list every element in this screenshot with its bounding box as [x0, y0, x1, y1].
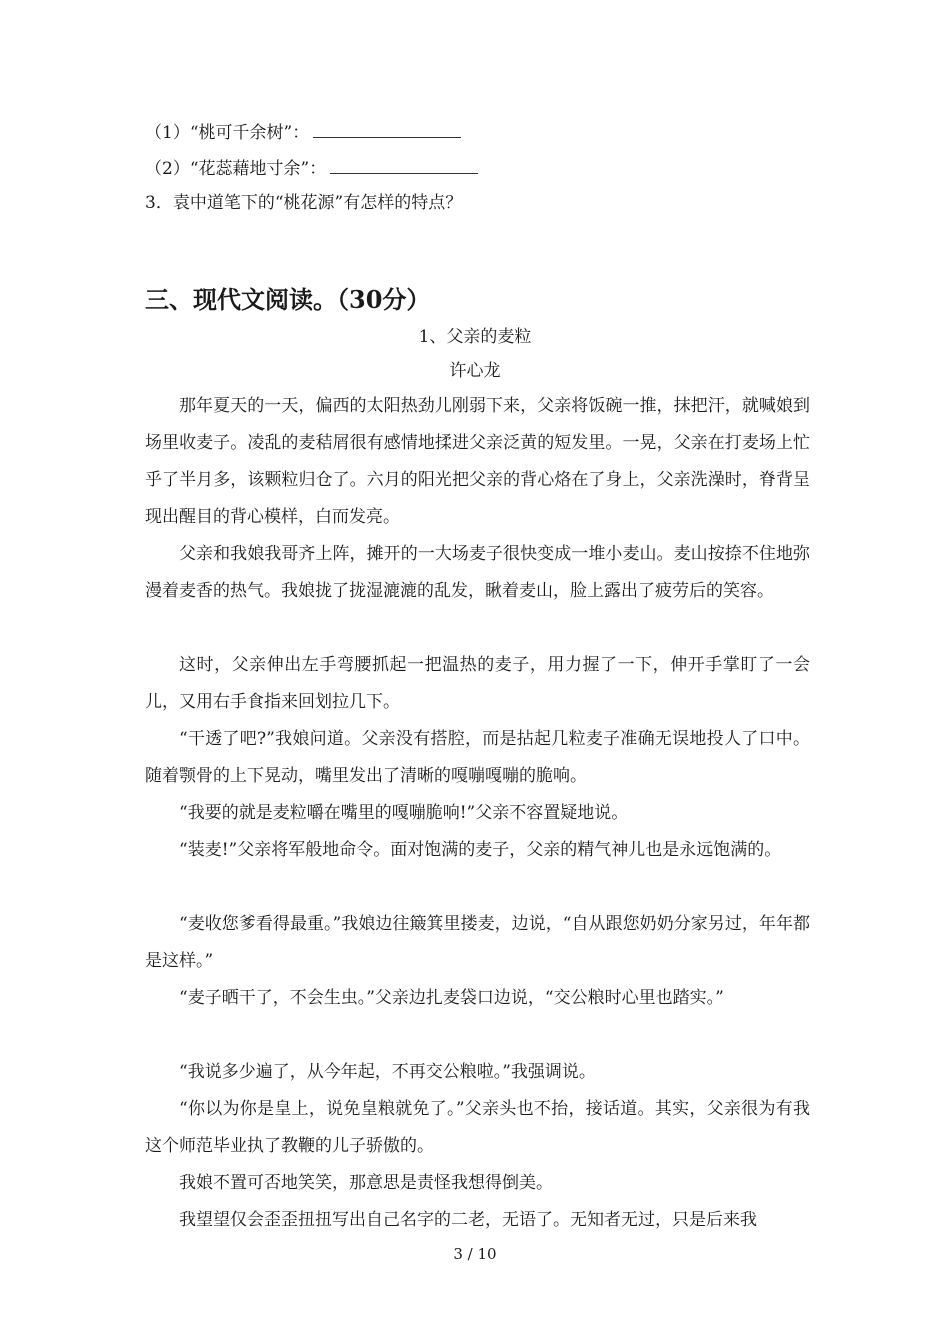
paragraph-7: “麦收您爹看得最重。”我娘边往簸箕里搂麦，边说，“自从跟您奶奶分家另过，年年都是这样。”: [145, 914, 810, 971]
paragraph-2: 父亲和我娘我哥齐上阵，摊开的一大场麦子很快变成一堆小麦山。麦山按捺不住地弥漫着麦香的热气。我娘拢了拢湿漉漉的乱发，瞅着麦山，脸上露出了疲劳后的笑容。: [145, 544, 810, 601]
article-author: 许心龙: [449, 361, 501, 381]
paragraph-3: 这时，父亲伸出左手弯腰抓起一把温热的麦子，用力握了一下，伸开手掌盯了一会儿，又用右手食指来回划拉几下。: [145, 655, 810, 712]
question-3-text: 3．袁中道笔下的“桃花源”有怎样的特点？: [145, 193, 463, 213]
answer-blank-2[interactable]: [330, 157, 478, 174]
answer-blank-1[interactable]: [313, 121, 461, 138]
page-number: 3 / 10: [453, 1245, 497, 1263]
question-1-line: [145, 121, 461, 145]
paragraph-12: 我望望仅会歪歪扭扭写出自己名字的二老，无语了。无知者无过，只是后来我: [179, 1210, 757, 1230]
question-2-line: [145, 157, 478, 181]
paragraph-5: “我要的就是麦粒嚼在嘴里的嘎嘣脆响!”父亲不容置疑地说。: [179, 803, 629, 823]
paragraph-10: “你以为你是皇上，说免皇粮就免了。”父亲头也不抬，接话道。其实，父亲很为有我这个师范毕业执了教鞭的儿子骄傲的。: [145, 1099, 810, 1156]
question-2-text: （2）“花蕊藉地寸余”：: [145, 159, 327, 179]
paragraph-6: “装麦!”父亲将军般地命令。面对饱满的麦子，父亲的精气神儿也是永远饱满的。: [179, 840, 782, 860]
article-title: 1、父亲的麦粒: [418, 327, 532, 347]
paragraph-11: 我娘不置可否地笑笑，那意思是责怪我想得倒美。: [179, 1173, 553, 1193]
question-1-text: （1）“桃可千余树”：: [145, 123, 310, 143]
paragraph-1: 那年夏天的一天，偏西的太阳热劲儿刚弱下来，父亲将饭碗一推，抹把汗，就喊娘到场里收麦子。凌乱的麦秸屑很有感情地揉进父亲泛黄的短发里。一晃，父亲在打麦场上忙乎了半月多，该颗粒归仓了。六月的阳光把父亲的背心烙在了身上，父亲洗澡时，脊背呈现出醒目的背心模样，白而发亮。: [145, 396, 810, 527]
paragraph-8: “麦子晒干了，不会生虫。”父亲边扎麦袋口边说，“交公粮时心里也踏实。”: [179, 988, 724, 1008]
paragraph-9: “我说多少遍了，从今年起，不再交公粮啦。”我强调说。: [179, 1062, 596, 1082]
paragraph-4: “干透了吧?”我娘问道。父亲没有搭腔，而是拈起几粒麦子准确无误地投人了口中。随着颚骨的上下晃动，嘴里发出了清晰的嘎嘣嘎嘣的脆响。: [145, 729, 810, 786]
section-title: 三、现代文阅读。（30分）: [145, 285, 431, 314]
